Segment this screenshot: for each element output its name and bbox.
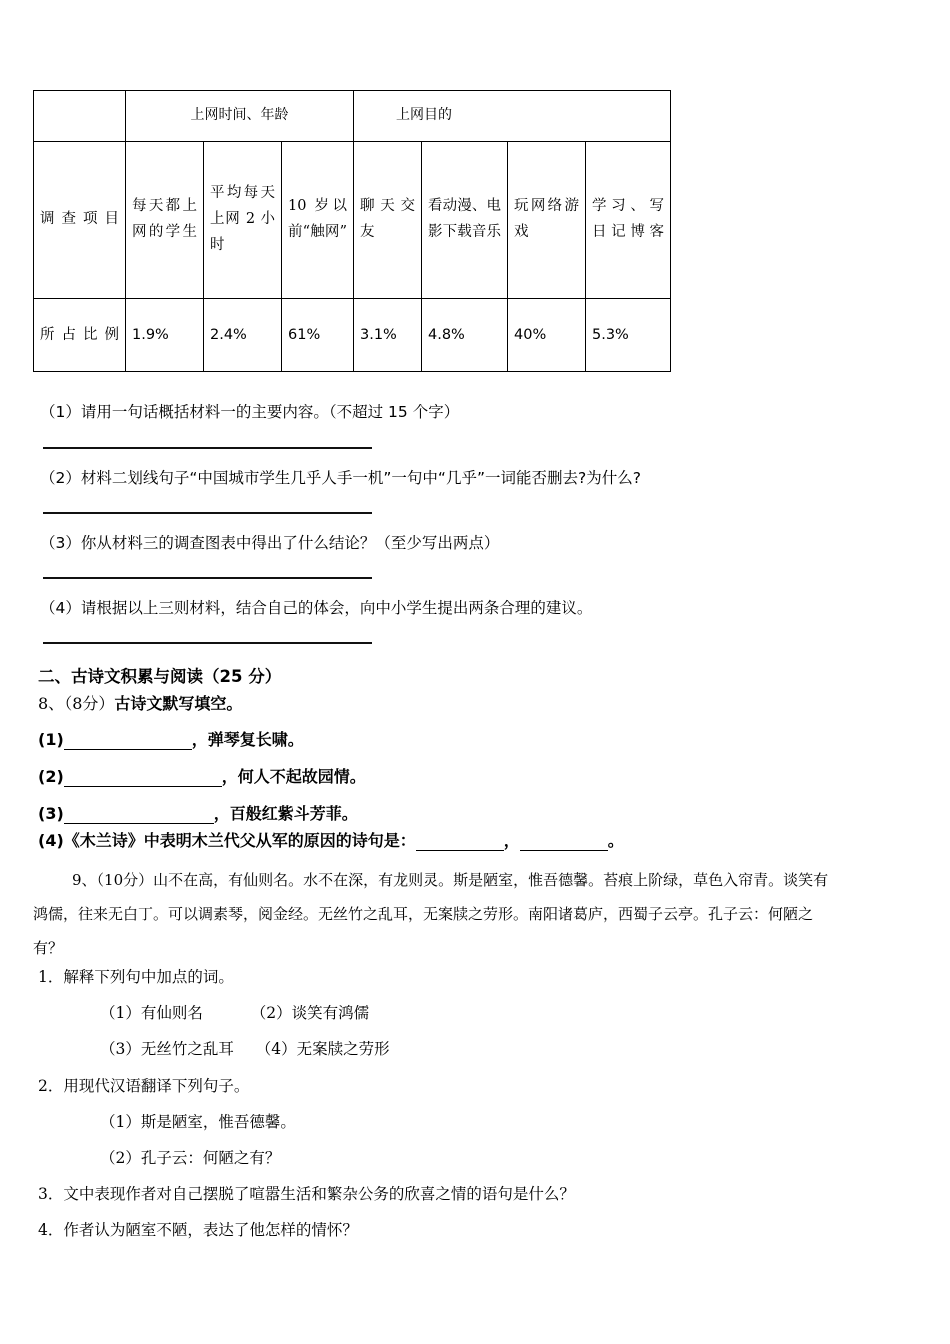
reading-question-4-stem: 作者认为陋室不陋，表达了他怎样的情怀？ xyxy=(63,1221,358,1239)
table-data-row xyxy=(34,299,671,372)
column-header-chat-friends: 聊天交友 xyxy=(354,142,422,299)
fill-blank-3 xyxy=(38,801,358,824)
table-corner-cell xyxy=(34,91,126,142)
fill-blank-1 xyxy=(38,727,304,750)
fill-blank-2 xyxy=(38,764,366,787)
reading-question-1-items-row-1 xyxy=(100,1001,369,1023)
value-anime-movie-music: 4.8% xyxy=(422,299,508,372)
fill-blank-2-number: (2) xyxy=(38,767,64,786)
reading-question-2-number: 2． xyxy=(38,1077,64,1095)
reading-question-1-item-2: （2）谈笑有鸿儒 xyxy=(250,1004,370,1022)
section-two-heading: 二、古诗文积累与阅读（25 分） xyxy=(38,667,282,686)
reading-question-1 xyxy=(38,965,234,987)
reading-question-1-stem: 解释下列句中加点的词。 xyxy=(63,968,234,986)
reading-question-1-item-4: （4）无案牍之劳形 xyxy=(255,1040,390,1058)
fill-blank-1-input[interactable] xyxy=(64,735,192,750)
fill-blank-1-tail: ，弹琴复长啸。 xyxy=(191,730,304,749)
material-question-1: （1）请用一句话概括材料一的主要内容。（不超过 15 个字） xyxy=(40,403,460,421)
q8-number: 8、 xyxy=(38,694,65,713)
value-daily-online-students: 1.9% xyxy=(126,299,204,372)
passage-text-line-2: 鸿儒，往来无白丁。可以调素琴，阅金经。无丝竹之乱耳，无案牍之劳形。南阳诸葛庐，西蜀子云亭。孔子云：何陋之 xyxy=(33,905,814,923)
reading-question-3-number: 3． xyxy=(38,1185,64,1203)
fill-blank-4 xyxy=(38,828,624,851)
passage-text-line-1: 山不在高，有仙则名。水不在深，有龙则灵。斯是陋室，惟吾德馨。苔痕上阶绿，草色入帘青。谈笑有 xyxy=(153,871,829,889)
reading-score: （10分） xyxy=(96,871,154,889)
fill-blank-1-number: (1) xyxy=(38,730,64,749)
reading-question-2 xyxy=(38,1074,249,1096)
reading-question-4-number: 4． xyxy=(38,1221,64,1239)
column-header-anime-movie-music: 看动漫、电影下载音乐 xyxy=(422,142,508,299)
survey-table xyxy=(33,90,671,372)
material-question-3: （3）你从材料三的调查图表中得出了什么结论？（至少写出两点） xyxy=(40,534,500,552)
fill-blank-3-number: (3) xyxy=(38,804,64,823)
reading-question-3-stem: 文中表现作者对自己摆脱了喧嚣生活和繁杂公务的欣喜之情的语句是什么？ xyxy=(63,1185,575,1203)
reading-passage-line-1 xyxy=(72,863,828,897)
answer-rule-1 xyxy=(43,447,372,449)
fill-blank-4-prefix: (4)《木兰诗》中表明木兰代父从军的原因的诗句是： xyxy=(38,831,416,850)
reading-question-3 xyxy=(38,1182,575,1204)
reading-question-2-item-2: （2）孔子云：何陋之有？ xyxy=(100,1149,281,1167)
reading-number: 9、 xyxy=(72,871,97,889)
fill-blank-4-input-b[interactable] xyxy=(520,836,608,851)
row-label-proportion: 所占比例 xyxy=(34,299,126,372)
survey-table-container xyxy=(33,90,670,372)
fill-blank-3-input[interactable] xyxy=(64,809,214,824)
group-header-online-purpose: 上网目的 xyxy=(354,91,671,142)
reading-question-1-item-3: （3）无丝竹之乱耳 xyxy=(100,1040,234,1058)
reading-question-2-stem: 用现代汉语翻译下列句子。 xyxy=(63,1077,250,1095)
fill-blank-3-tail: ，百般红紫斗芳菲。 xyxy=(213,804,358,823)
value-study-blog: 5.3% xyxy=(586,299,671,372)
q8-score: （8分） xyxy=(64,694,115,713)
answer-rule-3 xyxy=(43,577,372,579)
passage-text-line-3: 有？ xyxy=(33,939,64,957)
answer-rule-4 xyxy=(43,642,372,644)
material-question-2: （2）材料二划线句子“中国城市学生几乎人手一机”一句中“几乎”一词能否删去?为什么? xyxy=(40,469,641,487)
column-header-daily-online-students: 每天都上网的学生 xyxy=(126,142,204,299)
answer-rule-2 xyxy=(43,512,372,514)
fill-blank-4-input-a[interactable] xyxy=(416,836,504,851)
reading-question-1-number: 1． xyxy=(38,968,64,986)
column-header-before-age-10: 10 岁以前“触网” xyxy=(282,142,354,299)
q8-title: 古诗文默写填空。 xyxy=(114,694,243,713)
reading-question-1-item-1: （1）有仙则名 xyxy=(100,1004,203,1022)
column-header-online-games: 玩网络游戏 xyxy=(508,142,586,299)
value-chat-friends: 3.1% xyxy=(354,299,422,372)
row-label-survey-item: 调查项目 xyxy=(34,142,126,299)
table-group-header-row xyxy=(34,91,671,142)
fill-blank-4-suffix: 。 xyxy=(607,831,624,850)
value-online-games: 40% xyxy=(508,299,586,372)
reading-question-2-item-1: （1）斯是陋室，惟吾德馨。 xyxy=(100,1113,296,1131)
group-header-online-time-age: 上网时间、年龄 xyxy=(126,91,354,142)
fill-blank-2-input[interactable] xyxy=(64,772,222,787)
value-before-age-10: 61% xyxy=(282,299,354,372)
table-column-header-row xyxy=(34,142,671,299)
column-header-study-blog: 学习、写日记博客 xyxy=(586,142,671,299)
q8-line xyxy=(38,691,242,714)
material-question-4: （4）请根据以上三则材料，结合自己的体会，向中小学生提出两条合理的建议。 xyxy=(40,599,593,617)
column-header-avg-2hours-daily: 平均每天上网 2 小时 xyxy=(204,142,282,299)
reading-question-4 xyxy=(38,1218,358,1240)
value-avg-2hours-daily: 2.4% xyxy=(204,299,282,372)
reading-question-1-items-row-2 xyxy=(100,1037,390,1059)
fill-blank-4-middle: ， xyxy=(503,831,520,850)
fill-blank-2-tail: ，何人不起故园情。 xyxy=(221,767,366,786)
